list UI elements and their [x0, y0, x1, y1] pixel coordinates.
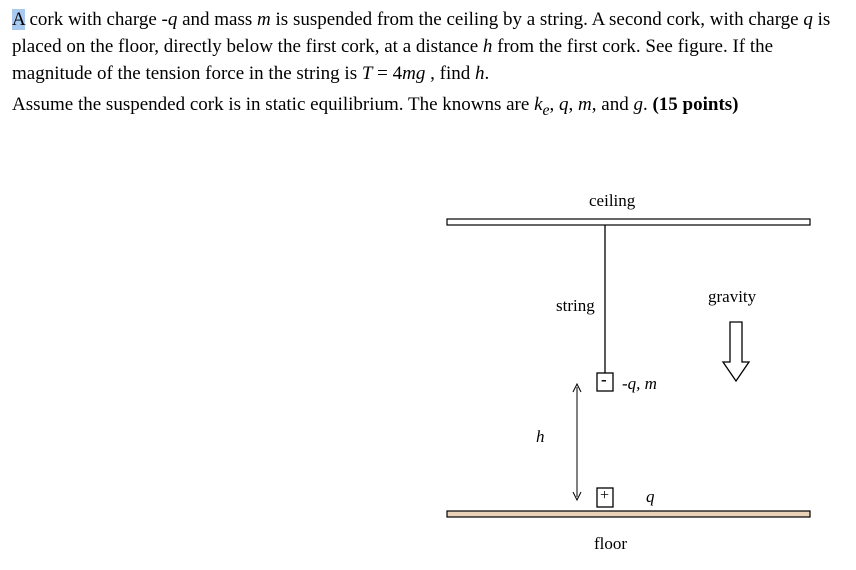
- top-cork-sign: -: [601, 370, 607, 389]
- gravity-label: gravity: [708, 287, 757, 306]
- problem-paragraph-1: A cork with charge -q and mass m is suspended from the ceiling by a string. A second cork, with charge q is placed on the floor, directly below the first cork, at a distance h from the first cork. See figure. If the magnitude of the tension force in the string is T = 4mg , find h.: [12, 9, 831, 84]
- gravity-arrow-icon: [723, 322, 749, 381]
- string-label: string: [556, 296, 595, 315]
- problem-paragraph-2: Assume the suspended cork is in static equilibrium. The knowns are $k_e$, q, m, and g. (15 points): [12, 94, 739, 119]
- bottom-cork-label: q: [646, 487, 655, 506]
- bottom-cork-sign: +: [600, 487, 610, 504]
- top-cork-label: -q, m: [622, 374, 657, 393]
- floor-bar: [447, 511, 810, 517]
- points-label: (15 points): [652, 94, 739, 115]
- floor-label: floor: [594, 534, 628, 553]
- selected-text[interactable]: A: [12, 9, 25, 30]
- ceiling-bar: [447, 219, 810, 225]
- ceiling-label: ceiling: [589, 191, 636, 210]
- distance-label: h: [536, 427, 545, 446]
